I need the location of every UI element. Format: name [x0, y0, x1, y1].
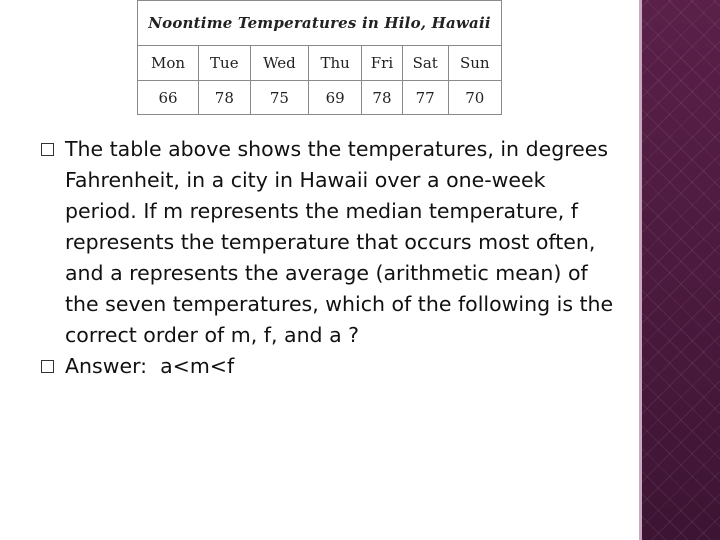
- value-cell: 66: [138, 81, 199, 115]
- answer-bullet: [40, 351, 620, 382]
- value-cell: 78: [199, 81, 250, 115]
- table-row-values: [138, 81, 502, 115]
- decorative-side-panel: [642, 0, 720, 540]
- question-bullet: [40, 134, 620, 351]
- question-text: The table above shows the temperatures, in degrees Fahrenheit, in a city in Hawaii over a one-week period. If m represents the median temperature, f represents the temperature that occurs most often, and a represents the average (arithmetic mean) of the seven temperatures, which of the following is the correct order of m, f, and a ?: [65, 137, 614, 347]
- answer-text: Answer: a<m<f: [65, 354, 235, 378]
- bullet-box-icon: [41, 360, 54, 373]
- bullet-box-icon: [41, 143, 54, 156]
- value-cell: 75: [250, 81, 309, 115]
- value-cell: 69: [309, 81, 362, 115]
- value-cell: 70: [448, 81, 501, 115]
- table-title: Noontime Temperatures in Hilo, Hawaii: [138, 1, 502, 46]
- value-cell: 77: [402, 81, 448, 115]
- day-cell: Tue: [199, 46, 250, 81]
- value-cell: 78: [362, 81, 403, 115]
- slide-content: [40, 134, 620, 382]
- day-cell: Wed: [250, 46, 309, 81]
- day-cell: Sat: [402, 46, 448, 81]
- day-cell: Fri: [362, 46, 403, 81]
- table-row-days: [138, 46, 502, 81]
- day-cell: Sun: [448, 46, 501, 81]
- temperature-table: [137, 0, 502, 115]
- day-cell: Mon: [138, 46, 199, 81]
- day-cell: Thu: [309, 46, 362, 81]
